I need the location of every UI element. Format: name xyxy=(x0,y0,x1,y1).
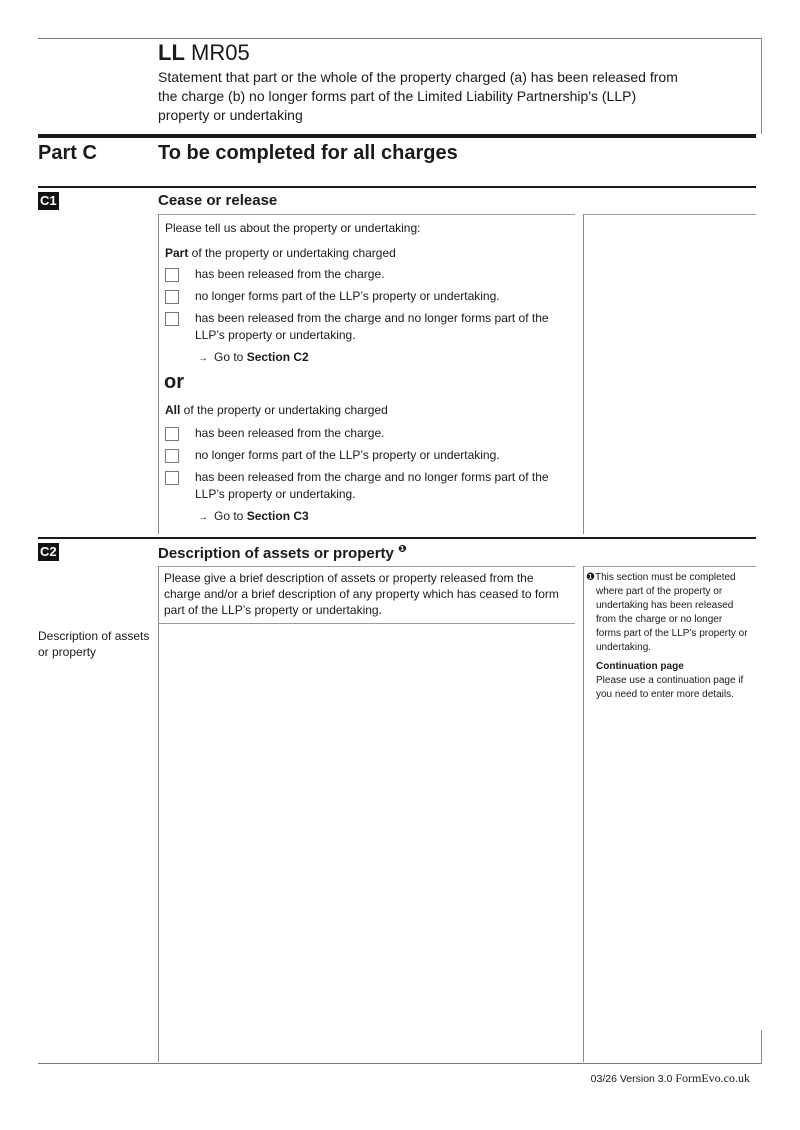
c1-box-right xyxy=(583,214,584,534)
c2-side-top xyxy=(583,566,756,567)
c1-side-top xyxy=(583,214,756,215)
c2-field-label: Description of assets or property xyxy=(38,629,150,659)
c2-instruction: Please give a brief description of assets or property released from the charge and/or a brief description of any property which has ceased to form part of the LLP’s property or undertaking. xyxy=(164,571,559,617)
part-lead-bold: Part xyxy=(165,246,189,260)
c2-box-top xyxy=(158,566,575,567)
all-lead-rest: of the property or undertaking charged xyxy=(180,403,388,417)
part-both-label: has been released from the charge and no longer forms part of the LLP’s property or undertaking. xyxy=(195,311,549,342)
part-no-longer-checkbox[interactable] xyxy=(165,290,179,304)
all-no-longer-checkbox[interactable] xyxy=(165,449,179,463)
bottom-rule xyxy=(38,1063,762,1064)
right-border-bottom xyxy=(761,1030,762,1064)
c2-side-note-body xyxy=(586,571,748,655)
part-title: To be completed for all charges xyxy=(158,142,458,164)
c1-badge: C1 xyxy=(40,193,57,208)
c2-field-top xyxy=(158,623,575,624)
goto-c3 xyxy=(198,509,309,523)
footer-brand: FormEvo.co.uk xyxy=(675,1071,750,1085)
c2-side-note xyxy=(586,571,748,702)
arrow-right-icon: → xyxy=(198,512,208,523)
all-both-label: has been released from the charge and no longer forms part of the LLP’s property or undertaking. xyxy=(195,470,549,501)
note-marker-icon: ❶ xyxy=(586,572,595,583)
all-released-label: has been released from the charge. xyxy=(195,426,385,440)
form-prefix: LL xyxy=(158,40,185,65)
footer-version: 03/26 Version 3.0 xyxy=(590,1073,673,1085)
part-lead-rest: of the property or undertaking charged xyxy=(188,246,396,260)
c2-title xyxy=(158,544,407,562)
goto-c2-section: Section C2 xyxy=(246,350,309,364)
goto-c2-prefix: Go to xyxy=(214,350,247,364)
all-lead xyxy=(165,402,388,419)
top-rule xyxy=(38,38,762,39)
c2-badge: C2 xyxy=(40,544,57,559)
c2-box-left xyxy=(158,566,159,1062)
c1-box-top xyxy=(158,214,575,215)
part-rule xyxy=(38,134,756,138)
or-separator: or xyxy=(164,371,184,393)
c2-rule xyxy=(38,537,756,539)
c1-rule xyxy=(38,186,756,188)
footer xyxy=(591,1071,750,1086)
note-marker-icon: ❶ xyxy=(398,544,407,555)
continuation-title: Continuation page xyxy=(596,661,684,672)
goto-c2 xyxy=(198,350,309,364)
c1-intro: Please tell us about the property or undertaking: xyxy=(165,221,421,235)
part-lead xyxy=(165,245,396,262)
all-both-checkbox[interactable] xyxy=(165,471,179,485)
form-code xyxy=(158,40,250,66)
form-number: MR05 xyxy=(191,40,250,65)
arrow-right-icon: → xyxy=(198,353,208,364)
goto-c3-section: Section C3 xyxy=(246,509,309,523)
continuation-text: Please use a continuation page if you need to enter more details. xyxy=(596,675,744,700)
all-lead-bold: All xyxy=(165,403,181,417)
part-released-checkbox[interactable] xyxy=(165,268,179,282)
c1-title: Cease or release xyxy=(158,192,278,209)
c2-title-text: Description of assets or property xyxy=(158,545,394,562)
c1-box-left xyxy=(158,214,159,534)
form-description: Statement that part or the whole of the property charged (a) has been released from the charge (b) no longer forms part of the Limited Liability Partnership's (LLP) property or undertaking xyxy=(158,69,678,123)
part-label: Part C xyxy=(38,142,97,164)
right-border xyxy=(761,38,762,134)
c2-box-right xyxy=(583,566,584,1062)
part-no-longer-label: no longer forms part of the LLP’s property or undertaking. xyxy=(195,289,500,303)
part-both-checkbox[interactable] xyxy=(165,312,179,326)
all-released-checkbox[interactable] xyxy=(165,427,179,441)
goto-c3-prefix: Go to xyxy=(214,509,247,523)
description-textarea[interactable] xyxy=(160,625,581,1061)
c2-side-note-text: This section must be completed where part of the property or undertaking has been released from the charge or no longer forms part of the LLP’s property or undertaking. xyxy=(594,572,748,653)
part-released-label: has been released from the charge. xyxy=(195,267,385,281)
all-no-longer-label: no longer forms part of the LLP’s property or undertaking. xyxy=(195,448,500,462)
